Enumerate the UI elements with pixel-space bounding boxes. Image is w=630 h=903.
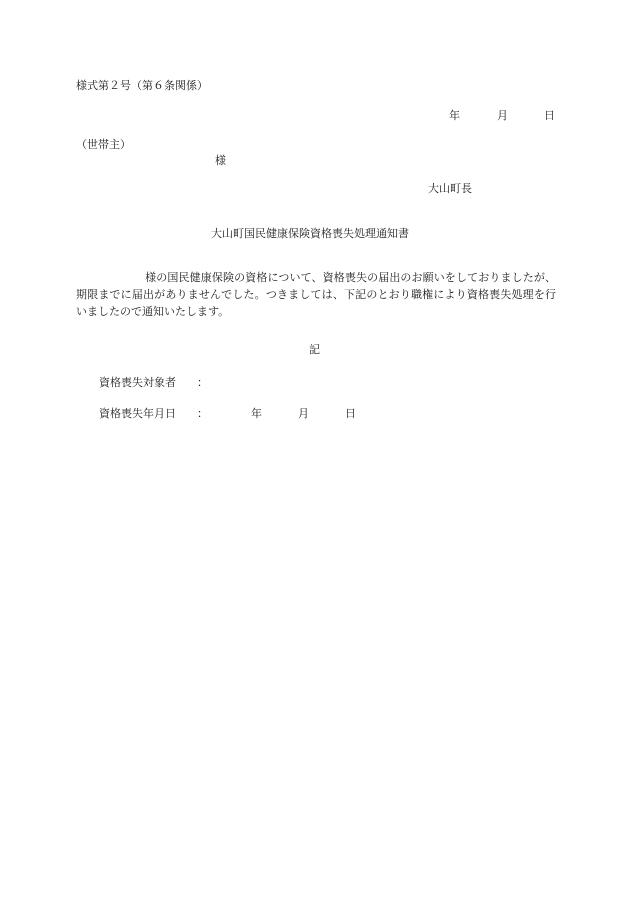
- date-year-label: 年: [449, 109, 460, 122]
- target-person-colon: ：: [197, 376, 208, 389]
- date-month-label: 月: [497, 109, 508, 122]
- addressee-label: （世帯主）: [76, 138, 131, 151]
- form-number: 様式第２号（第６条関係）: [76, 79, 208, 92]
- body-text: 様の国民健康保険の資格について、資格喪失の届出のお願いをしておりましたが、期限までに届出がありませんでした。つきましては、下記のとおり職権により資格喪失処理を行いましたので通知いたします。: [76, 271, 556, 318]
- loss-date-year-label: 年: [251, 407, 262, 420]
- document-title: 大山町国民健康保険資格喪失処理通知書: [211, 227, 409, 240]
- loss-date-label: 資格喪失年月日: [99, 407, 176, 420]
- target-person-label: 資格喪失対象者: [99, 376, 176, 389]
- loss-date-colon: ：: [197, 407, 208, 420]
- addressee-honorific: 様: [215, 154, 226, 167]
- issuer-name: 大山町長: [428, 182, 472, 195]
- body-paragraph: [76, 269, 556, 320]
- ki-heading: 記: [309, 343, 320, 356]
- loss-date-month-label: 月: [298, 407, 309, 420]
- loss-date-day-label: 日: [345, 407, 356, 420]
- date-day-label: 日: [544, 109, 555, 122]
